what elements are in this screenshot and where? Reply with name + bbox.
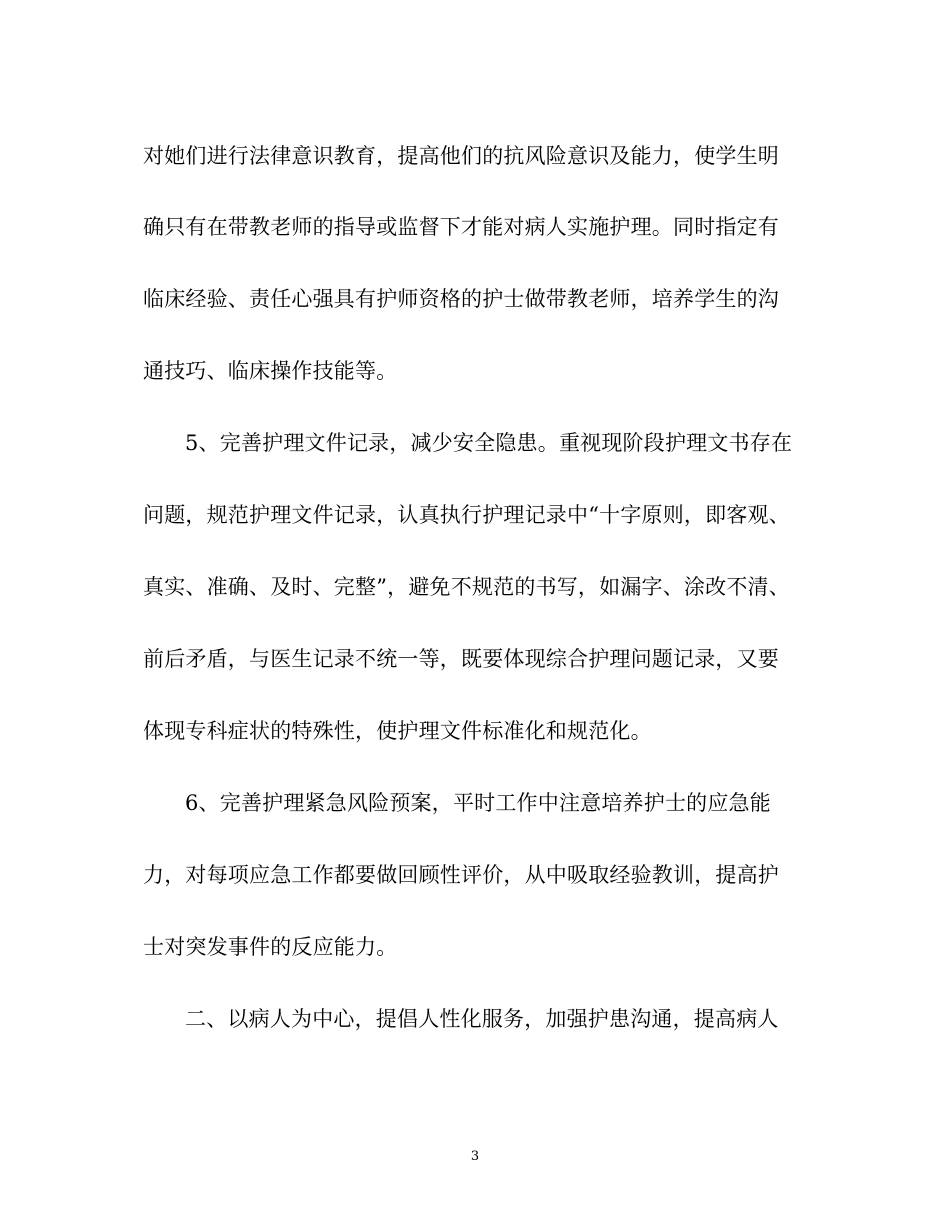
text-line: 力，对每项应急工作都要做回顾性评价，从中吸取经验教训，提高护 — [143, 863, 779, 887]
text-line: 问题，规范护理文件记录，认真执行护理记录中“十字原则，即客观、 — [143, 503, 790, 527]
text-line: 临床经验、责任心强具有护师资格的护士做带教老师，培养学生的沟 — [143, 287, 779, 311]
text-line: 体现专科症状的特殊性，使护理文件标准化和规范化。 — [143, 719, 652, 743]
text-line: 对她们进行法律意识教育，提高他们的抗风险意识及能力，使学生明 — [143, 144, 779, 168]
text-line: 前后矛盾，与医生记录不统一等，既要体现综合护理问题记录，又要 — [143, 647, 779, 671]
text-line: 士对突发事件的反应能力。 — [143, 935, 398, 959]
paragraph-start-line: 6、完善护理紧急风险预案，平时工作中注意培养护士的应急能 — [185, 791, 771, 815]
text-line: 通技巧、临床操作技能等。 — [143, 359, 398, 383]
section-heading-line: 二、以病人为中心，提倡人性化服务，加强护患沟通，提高病人 — [185, 1007, 779, 1031]
text-line: 确只有在带教老师的指导或监督下才能对病人实施护理。同时指定有 — [143, 215, 779, 239]
text-line: 真实、准确、及时、完整”，避免不规范的书写，如漏字、涂改不清、 — [143, 575, 790, 599]
paragraph-start-line: 5、完善护理文件记录，减少安全隐患。重视现阶段护理文书存在 — [185, 431, 793, 455]
page-number: 3 — [470, 1149, 480, 1164]
